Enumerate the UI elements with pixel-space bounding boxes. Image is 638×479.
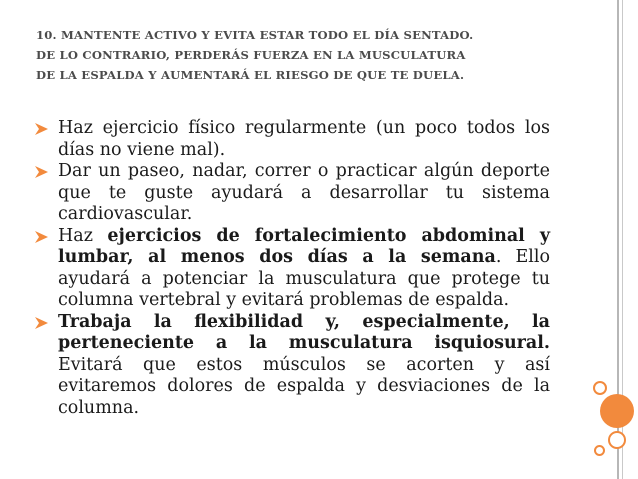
bullet-text: columna vertebral y evitará problemas de espalda. <box>58 290 510 310</box>
bullet-text-line <box>58 333 550 355</box>
bullet-bold-text: lumbar, al menos dos días a la semana <box>58 247 496 267</box>
title-line: DE LO CONTRARIO, PERDERÁS FUERZA EN LA MUSCULATURA <box>36 48 466 62</box>
title-line: DE LA ESPALDA Y AUMENTARÁ EL RIESGO DE QUE TE DUELA. <box>36 68 465 82</box>
bullet-text: Haz ejercicio físico regularmente (un poco todos los <box>58 118 550 138</box>
bullet-item <box>34 118 550 161</box>
bullet-bold-text: Trabaja la flexibilidad y, especialmente, la <box>58 311 550 332</box>
bullet-text-line <box>58 312 550 334</box>
slide-title <box>36 25 548 85</box>
orange-arrow-bullet-icon <box>34 165 50 179</box>
decorative-circle-small <box>593 381 607 395</box>
bullet-text: Haz <box>58 225 108 246</box>
bullet-text: Dar un paseo, nadar, correr o practicar algún deporte <box>58 161 550 181</box>
title-line: 10. MANTENTE ACTIVO Y EVITA ESTAR TODO EL DÍA SENTADO. <box>36 28 474 42</box>
bullet-text-line <box>58 247 550 269</box>
bullet-text: columna. <box>58 397 140 418</box>
bullet-list <box>34 118 550 419</box>
decorative-circle-tiny <box>594 445 605 456</box>
bullet-item <box>34 312 550 420</box>
decorative-circle-large <box>600 394 634 428</box>
orange-arrow-bullet-icon <box>34 230 50 244</box>
bullet-bold-text: ejercicios de fortalecimiento abdominal y <box>107 225 550 246</box>
bullet-text: . Ello <box>495 247 550 267</box>
bullet-text: días no viene mal). <box>58 139 226 160</box>
orange-arrow-bullet-icon <box>34 316 50 330</box>
bullet-text: evitaremos dolores de espalda y desviaciones de la <box>58 376 550 396</box>
bullet-text: ayudará a potenciar la musculatura que protege tu <box>58 268 550 289</box>
bullet-text: que te guste ayudará a desarrollar tu sistema <box>58 182 550 203</box>
bullet-text-line <box>58 226 550 248</box>
bullet-bold-text: perteneciente a la musculatura isquiosural. <box>58 333 550 353</box>
orange-arrow-bullet-icon <box>34 122 50 136</box>
bullet-text: cardiovascular. <box>58 204 193 224</box>
bullet-item <box>34 226 550 312</box>
decorative-circle-medium <box>608 431 626 449</box>
bullet-item <box>34 161 550 226</box>
bullet-text: Evitará que estos músculos se acorten y así <box>58 354 550 375</box>
